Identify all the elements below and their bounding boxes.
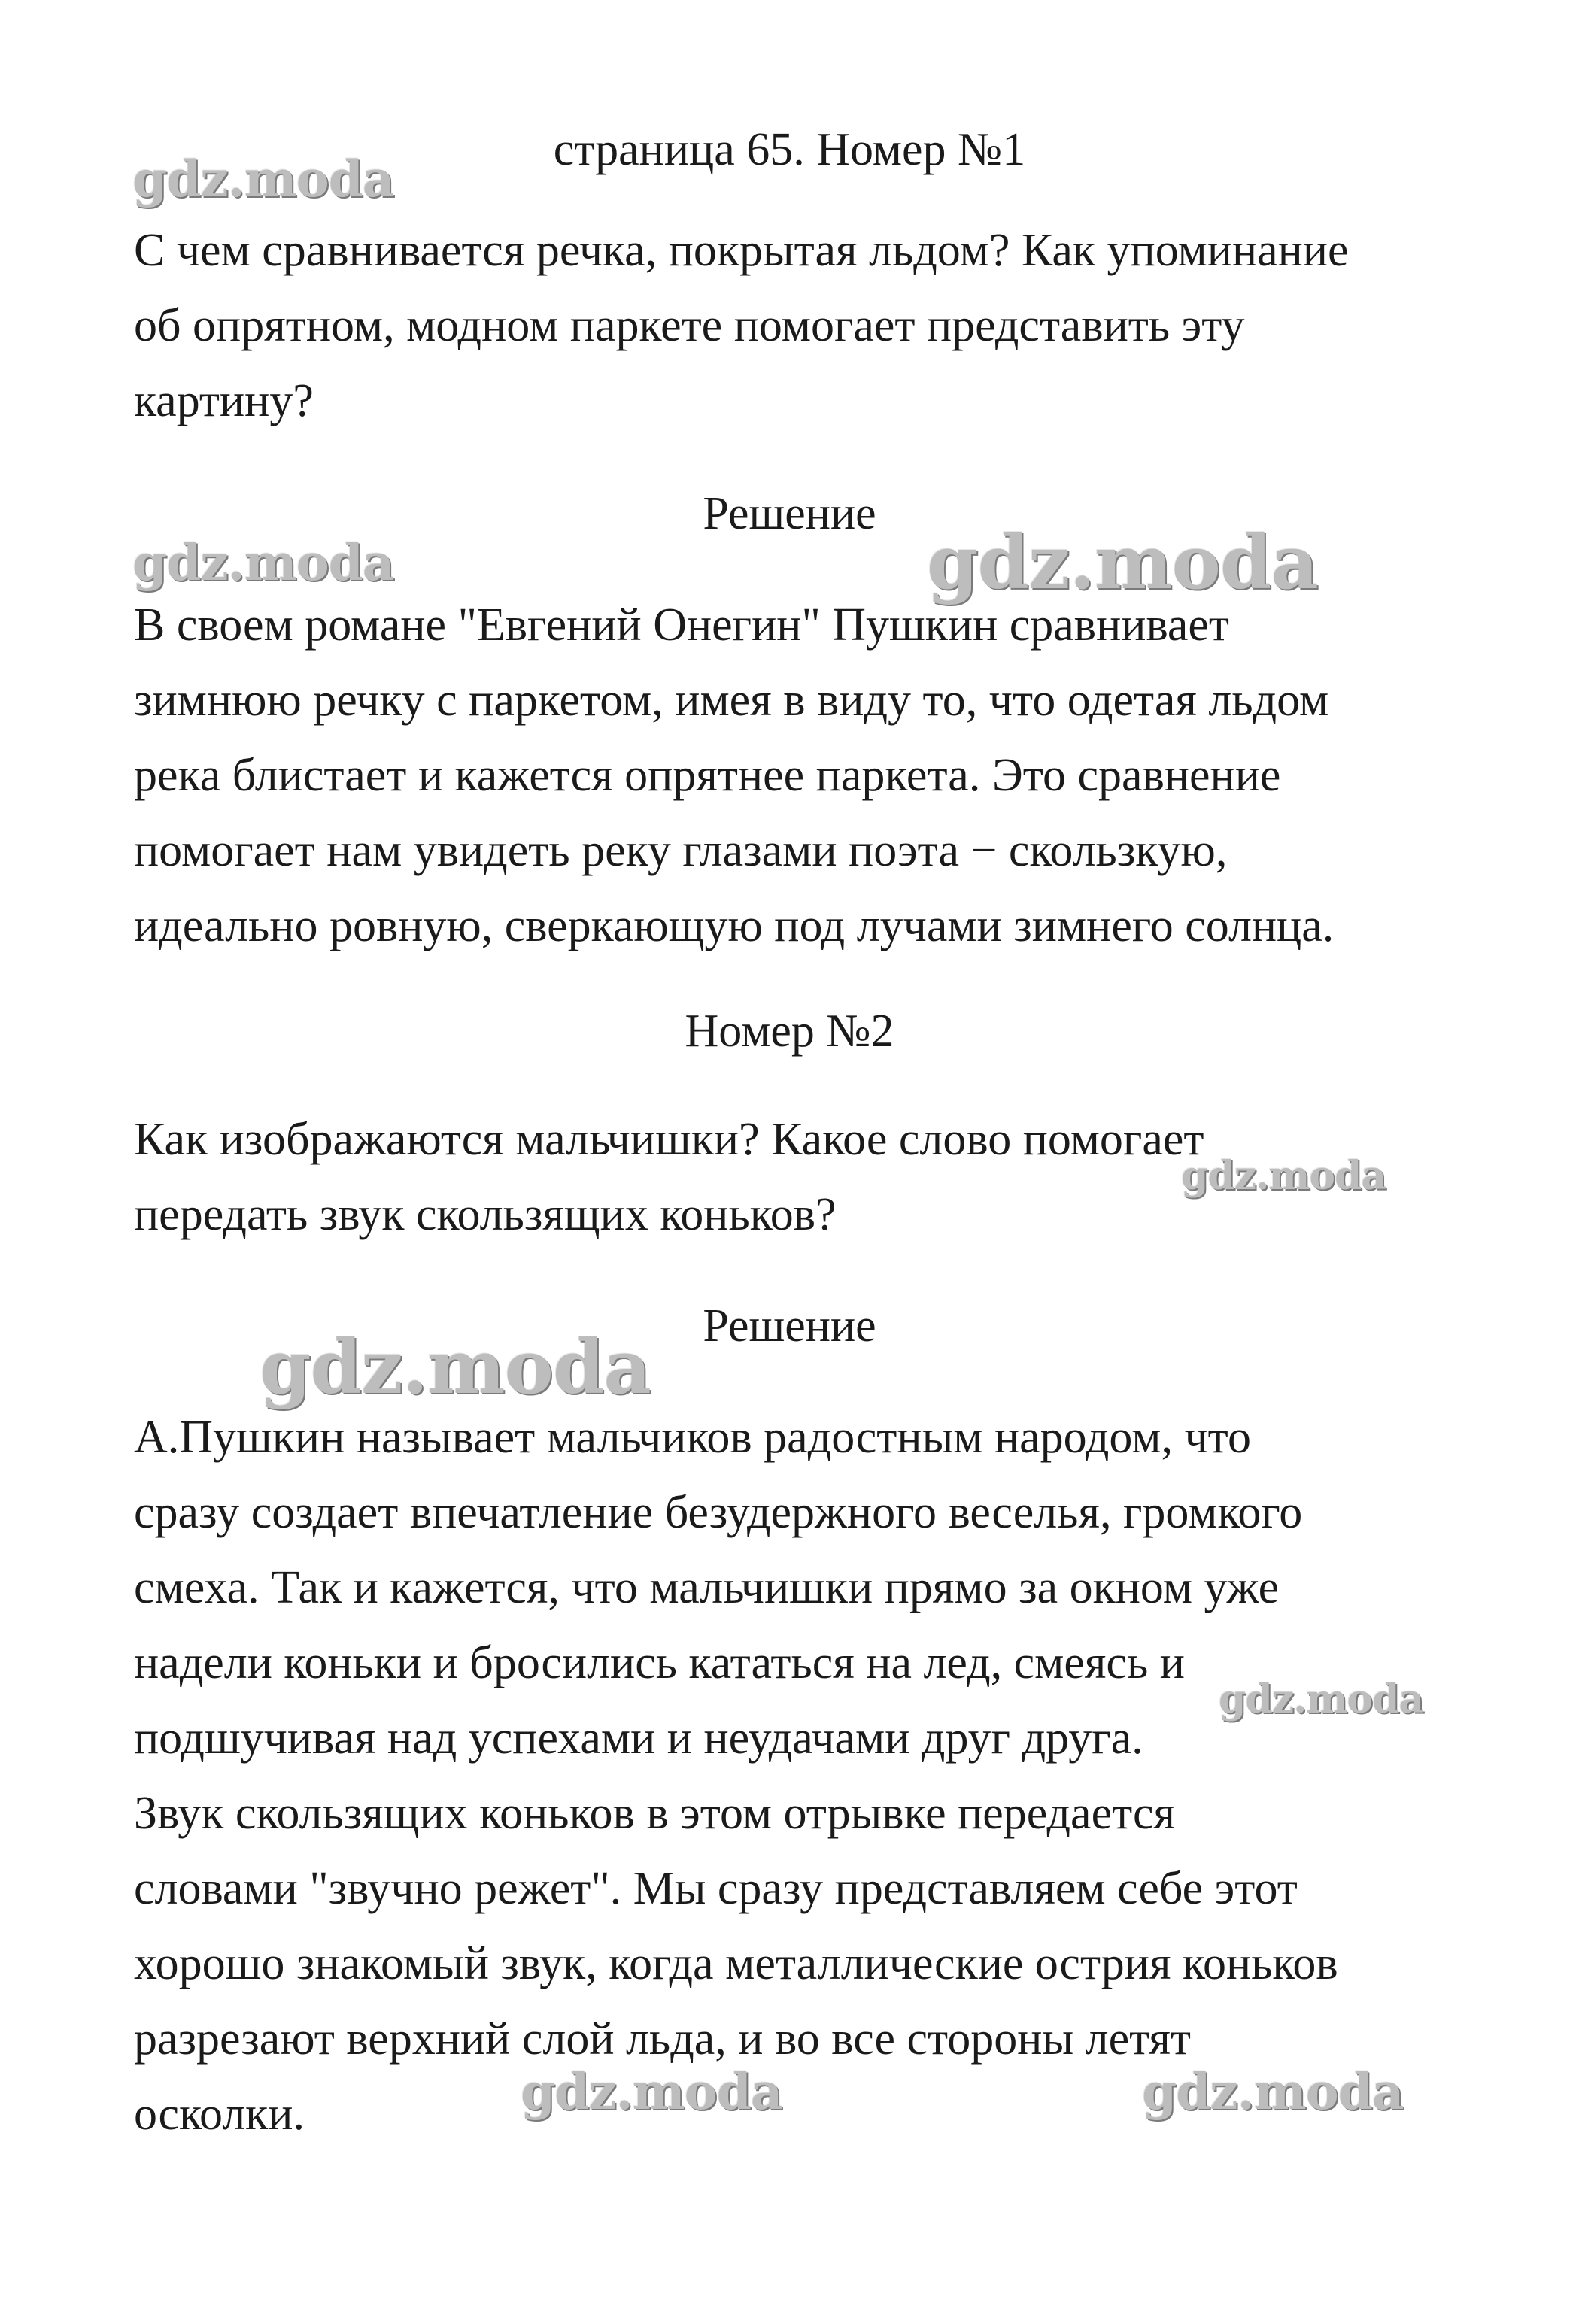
question-line: об опрятном, модном паркете помогает представить эту [134,300,1245,351]
watermark: gdz.moda [132,150,394,208]
watermark: gdz.moda [132,533,394,592]
watermark: gdz.moda [1142,2062,1404,2121]
answer-line: разрезают верхний слой льда, и во все стороны летят [134,2013,1191,2065]
answer-line: словами "звучно режет". Мы сразу представляем себе этот [134,1863,1298,1914]
answer-line: смеха. Так и кажется, что мальчишки прямо за окном уже [134,1562,1280,1613]
watermark: gdz.moda [260,1324,651,1411]
watermark: gdz.moda [1181,1153,1386,1199]
answer-line: река блистает и кажется опрятнее паркета. Это сравнение [134,750,1281,801]
answer-line: В своем романе "Евгений Онегин" Пушкин сравнивает [134,599,1230,651]
question-line: передать звук скользящих коньков? [134,1189,837,1240]
watermark: gdz.moda [927,520,1318,606]
answer-line: подшучивая над успехами и неудачами друг друга. [134,1713,1143,1764]
answer-line: осколки. [134,2089,305,2140]
watermark: gdz.moda [1219,1676,1424,1722]
answer-line: Звук скользящих коньков в этом отрывке передается [134,1788,1175,1839]
answer-line: надели коньки и бросились кататься на лед, смеясь и [134,1637,1185,1688]
answer-line: сразу создает впечатление безудержного веселья, громкого [134,1487,1303,1538]
page-title: страница 65. Номер №1 [553,124,1026,175]
watermark: gdz.moda [521,2062,782,2121]
answer-line: идеально ровную, сверкающую под лучами зимнего солнца. [134,900,1335,951]
answer-line: хорошо знакомый звук, когда металлические острия коньков [134,1938,1338,1989]
answer-line: А.Пушкин называет мальчиков радостным народом, что [134,1412,1251,1463]
question-line: Как изображаются мальчишки? Какое слово помогает [134,1114,1204,1165]
question-line: картину? [134,375,314,426]
solution-heading: Решение [703,488,876,539]
task-heading: Номер №2 [685,1006,894,1057]
answer-line: помогает нам увидеть реку глазами поэта − скользкую, [134,825,1228,876]
answer-line: зимнюю речку с паркетом, имея в виду то, что одетая льдом [134,675,1329,726]
question-line: С чем сравнивается речка, покрытая льдом? Как упоминание [134,225,1349,276]
solution-heading: Решение [703,1300,876,1352]
